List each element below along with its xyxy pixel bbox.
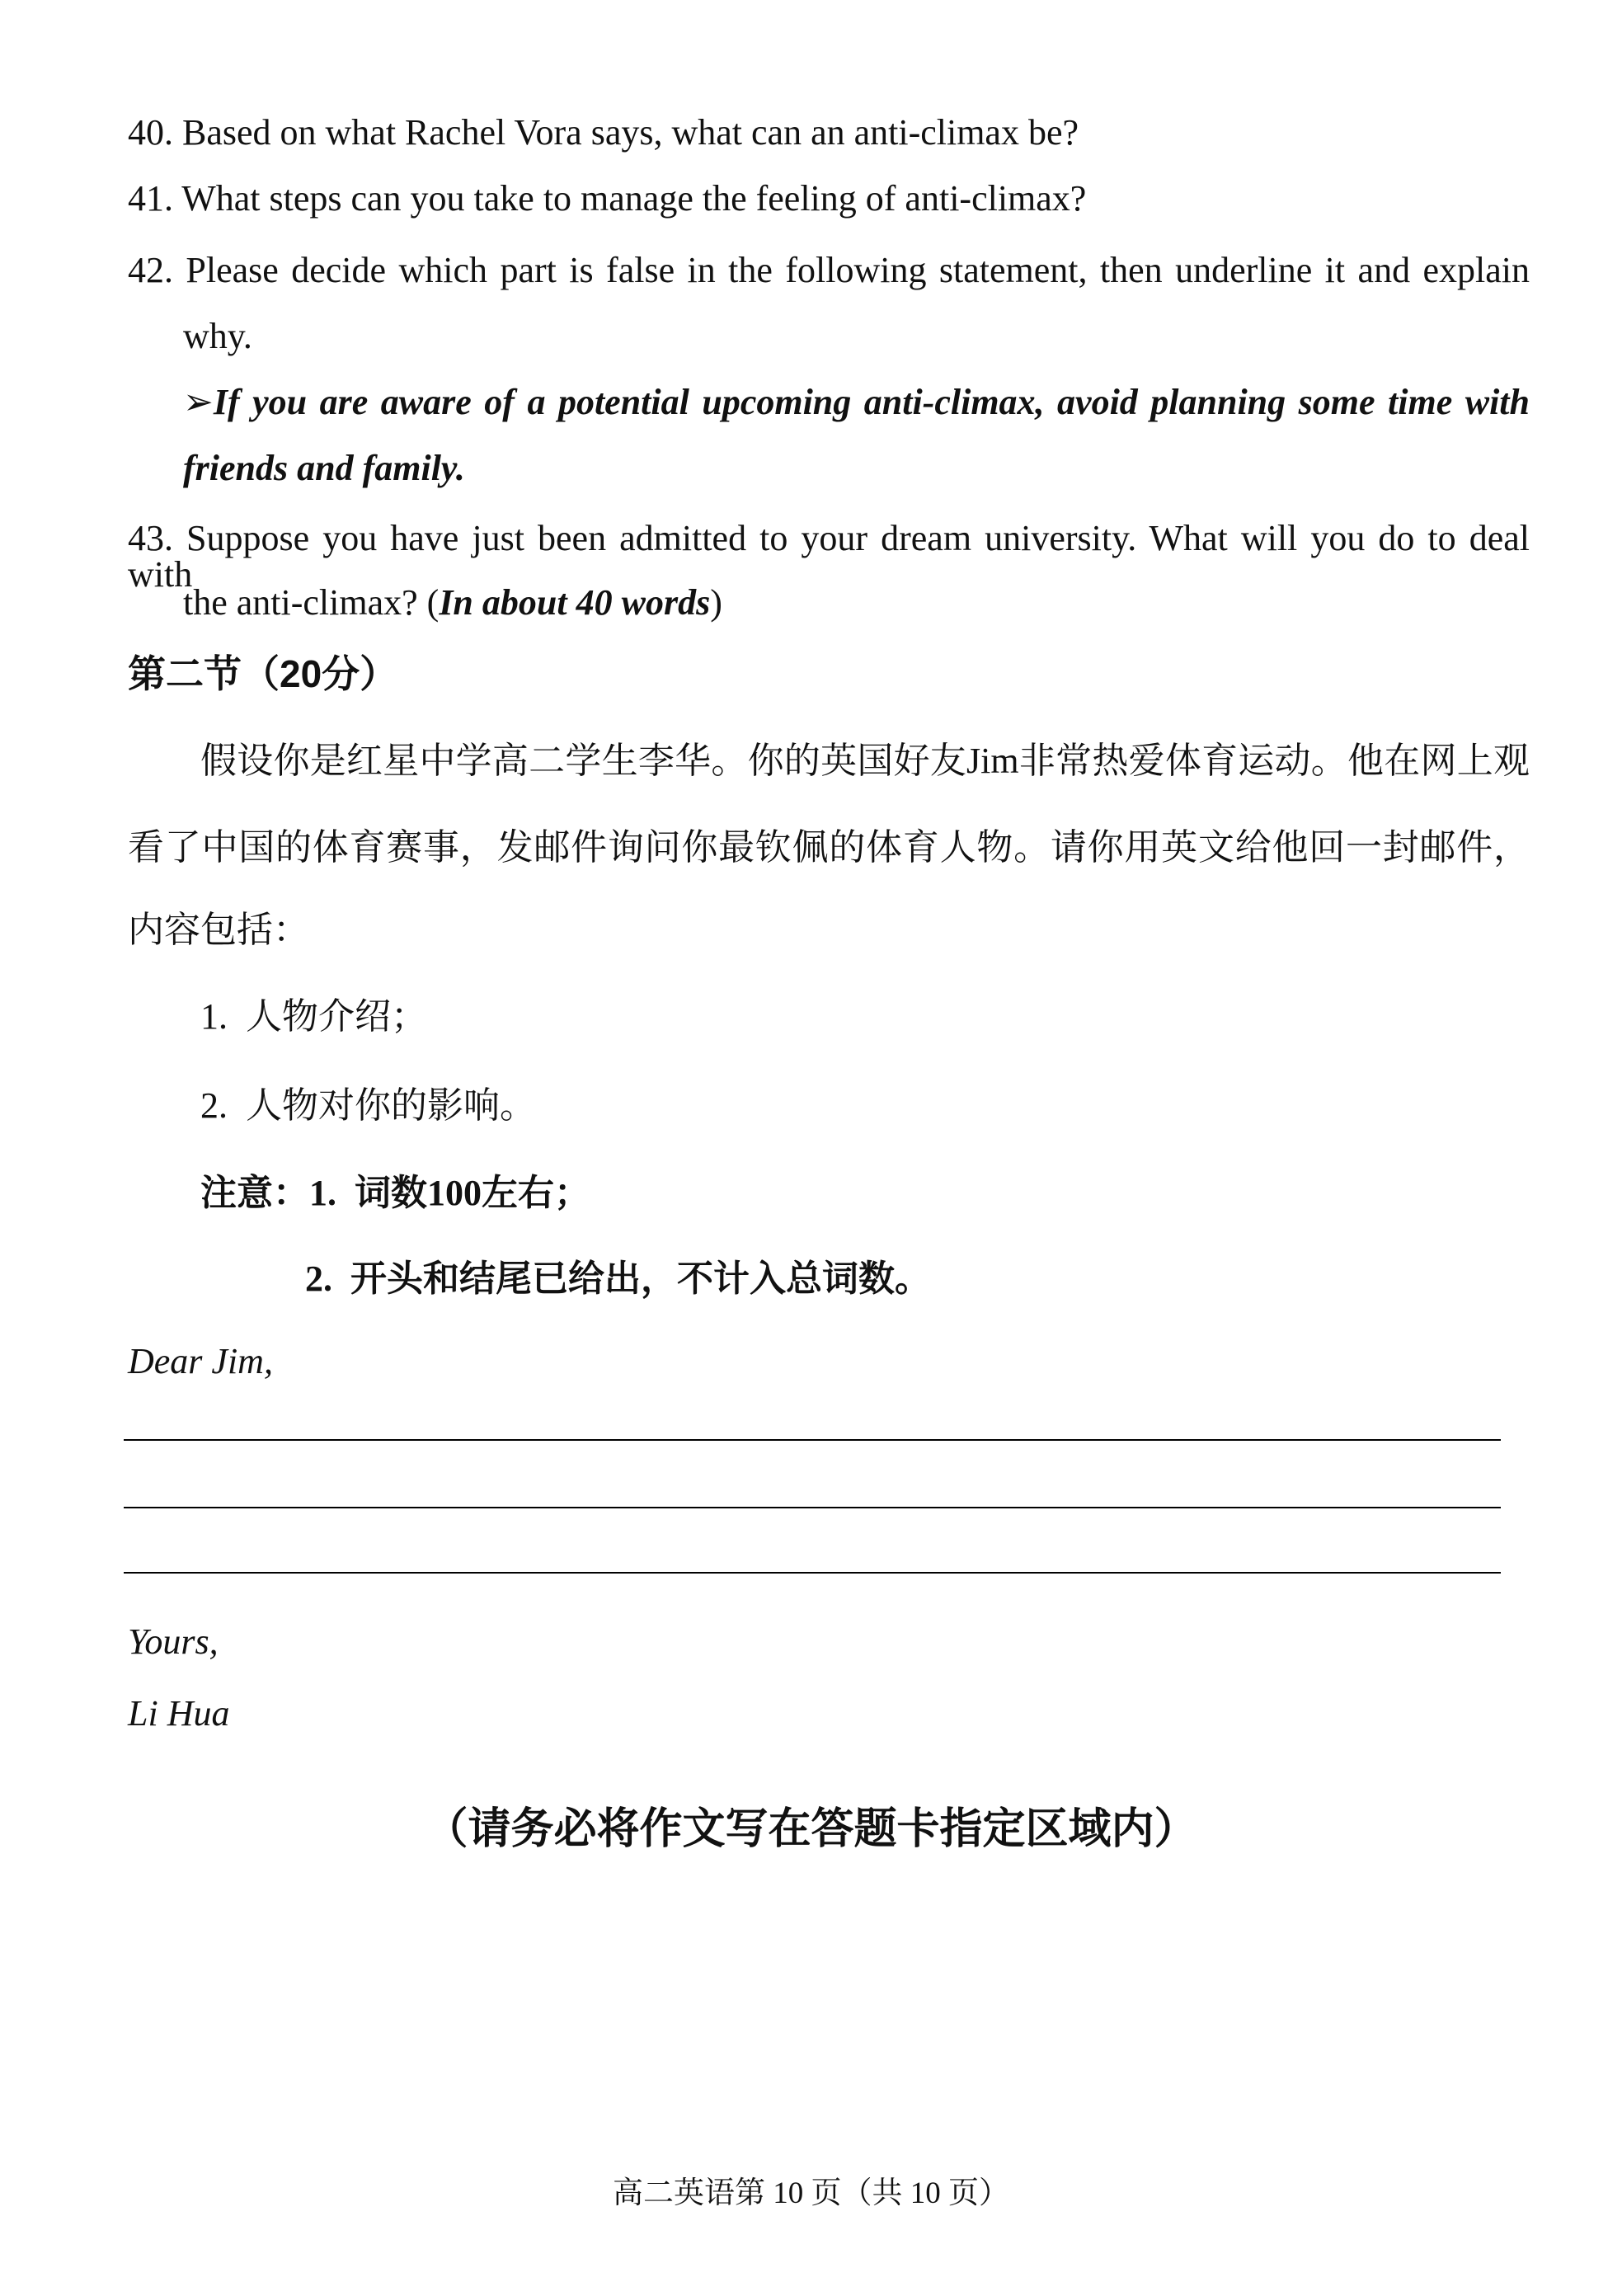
question-43-line2-prefix: the anti-climax? (	[183, 582, 440, 623]
letter-signature: Li Hua	[128, 1693, 230, 1734]
question-41: 41. What steps can you take to manage the feeling of anti-climax?	[128, 178, 1087, 219]
section2-paragraph-line2: 看了中国的体育赛事，发邮件询问你最钦佩的体育人物。请你用英文给他回一封邮件，	[128, 827, 1530, 868]
question-43-line2	[183, 582, 722, 623]
question-42-line2: why.	[183, 316, 252, 356]
notes-line1: 注意：1. 词数100左右；	[200, 1173, 590, 1213]
content-point-1: 1. 人物介绍；	[200, 996, 427, 1037]
statement-line1-text: If you are aware of a potential upcoming anti-climax, avoid planning some time with	[213, 382, 1530, 422]
question-42-line1: 42. Please decide which part is false in the following statement, then underline it and explain	[128, 250, 1530, 290]
question-43-line1: 43. Suppose you have just been admitted to your dream university. What will you do to deal with	[128, 518, 1530, 595]
answer-sheet-notice: （请务必将作文写在答题卡指定区域内）	[425, 1805, 1197, 1853]
letter-salutation: Dear Jim,	[128, 1341, 273, 1381]
question-40: 40. Based on what Rachel Vora says, what can an anti-climax be?	[128, 112, 1079, 153]
statement-line1	[183, 381, 1530, 423]
question-43-line2-suffix: )	[710, 582, 722, 623]
content-point-2: 2. 人物对你的影响。	[200, 1085, 536, 1126]
writing-line-3	[124, 1572, 1501, 1574]
question-43-line2-bold: In about 40 words	[439, 582, 711, 623]
writing-line-1	[124, 1439, 1501, 1441]
statement-line2: friends and family.	[183, 448, 465, 488]
section2-paragraph-line3: 内容包括：	[128, 910, 309, 950]
page-number-footer: 高二英语第 10 页（共 10 页）	[613, 2176, 1009, 2210]
section2-heading: 第二节（20分）	[128, 652, 398, 695]
writing-line-2	[124, 1507, 1501, 1508]
notes-line2: 2. 开头和结尾已给出，不计入总词数。	[305, 1259, 931, 1299]
section2-paragraph-line1: 假设你是红星中学高二学生李华。你的英国好友Jim非常热爱体育运动。他在网上观	[200, 741, 1530, 781]
arrowhead-bullet-icon: ➢	[183, 381, 214, 423]
letter-closing: Yours,	[128, 1621, 219, 1662]
